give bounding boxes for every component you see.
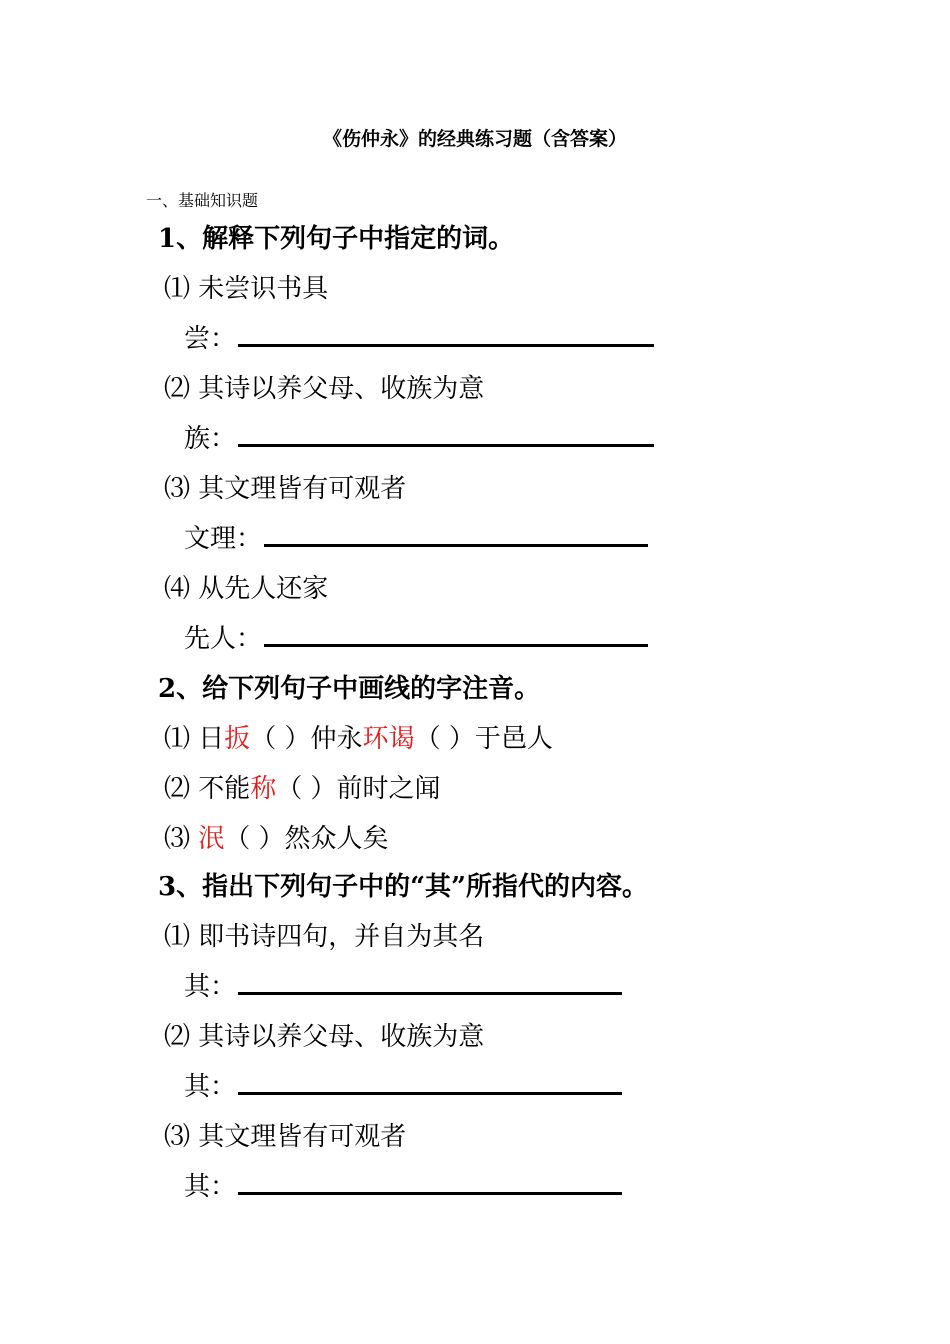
q2-item-2 bbox=[164, 768, 441, 805]
item-text: （ ）前时之闻 bbox=[276, 774, 441, 804]
item-text: （ ）仲永 bbox=[250, 724, 363, 754]
answer-label: 族： bbox=[184, 424, 237, 454]
answer-blank[interactable] bbox=[238, 1166, 622, 1195]
highlighted-word: 泯 bbox=[198, 824, 225, 854]
answer-blank[interactable] bbox=[264, 518, 648, 547]
page-title: 《伤仲永》的经典练习题（含答案） bbox=[322, 128, 627, 150]
section-heading: 一、基础知识题 bbox=[146, 191, 259, 210]
answer-label: 其： bbox=[184, 972, 237, 1002]
q1-answer-2 bbox=[184, 418, 654, 455]
highlighted-word: 环谒 bbox=[362, 724, 415, 754]
question-3-prompt: 3、指出下列句子中的“其”所指代的内容。 bbox=[158, 872, 649, 902]
q1-answer-4 bbox=[184, 618, 648, 655]
answer-label: 其： bbox=[184, 1072, 237, 1102]
question-1-prompt: 1、解释下列句子中指定的词。 bbox=[158, 224, 515, 254]
q1-answer-3 bbox=[184, 518, 648, 555]
highlighted-word: 扳 bbox=[224, 724, 251, 754]
item-text: ⑴ 日 bbox=[164, 724, 225, 754]
q1-item-1: ⑴ 未尝识书具 bbox=[164, 274, 329, 304]
answer-label: 尝： bbox=[184, 324, 237, 354]
item-text: （ ）于邑人 bbox=[414, 724, 553, 754]
q2-item-3 bbox=[164, 818, 389, 855]
q3-item-3: ⑶ 其文理皆有可观者 bbox=[164, 1122, 407, 1152]
answer-blank[interactable] bbox=[238, 1066, 622, 1095]
answer-label: 文理： bbox=[184, 524, 263, 554]
q2-item-1 bbox=[164, 718, 553, 755]
q1-answer-1 bbox=[184, 318, 654, 355]
q3-answer-2 bbox=[184, 1066, 622, 1103]
question-2-prompt: 2、给下列句子中画线的字注音。 bbox=[158, 674, 541, 704]
q3-item-1: ⑴ 即书诗四句，并自为其名 bbox=[164, 922, 485, 952]
q3-item-2: ⑵ 其诗以养父母、收族为意 bbox=[164, 1022, 485, 1052]
highlighted-word: 称 bbox=[250, 774, 277, 804]
item-text: ⑶ bbox=[164, 824, 199, 854]
q1-item-2: ⑵ 其诗以养父母、收族为意 bbox=[164, 374, 485, 404]
item-text: （ ）然众人矣 bbox=[224, 824, 389, 854]
q1-item-3: ⑶ 其文理皆有可观者 bbox=[164, 474, 407, 504]
answer-blank[interactable] bbox=[238, 966, 622, 995]
item-text: ⑵ 不能 bbox=[164, 774, 251, 804]
q3-answer-1 bbox=[184, 966, 622, 1003]
answer-label: 先人： bbox=[184, 624, 263, 654]
answer-blank[interactable] bbox=[238, 418, 654, 447]
answer-blank[interactable] bbox=[238, 318, 654, 347]
q3-answer-3 bbox=[184, 1166, 622, 1203]
answer-blank[interactable] bbox=[264, 618, 648, 647]
q1-item-4: ⑷ 从先人还家 bbox=[164, 574, 329, 604]
answer-label: 其： bbox=[184, 1172, 237, 1202]
